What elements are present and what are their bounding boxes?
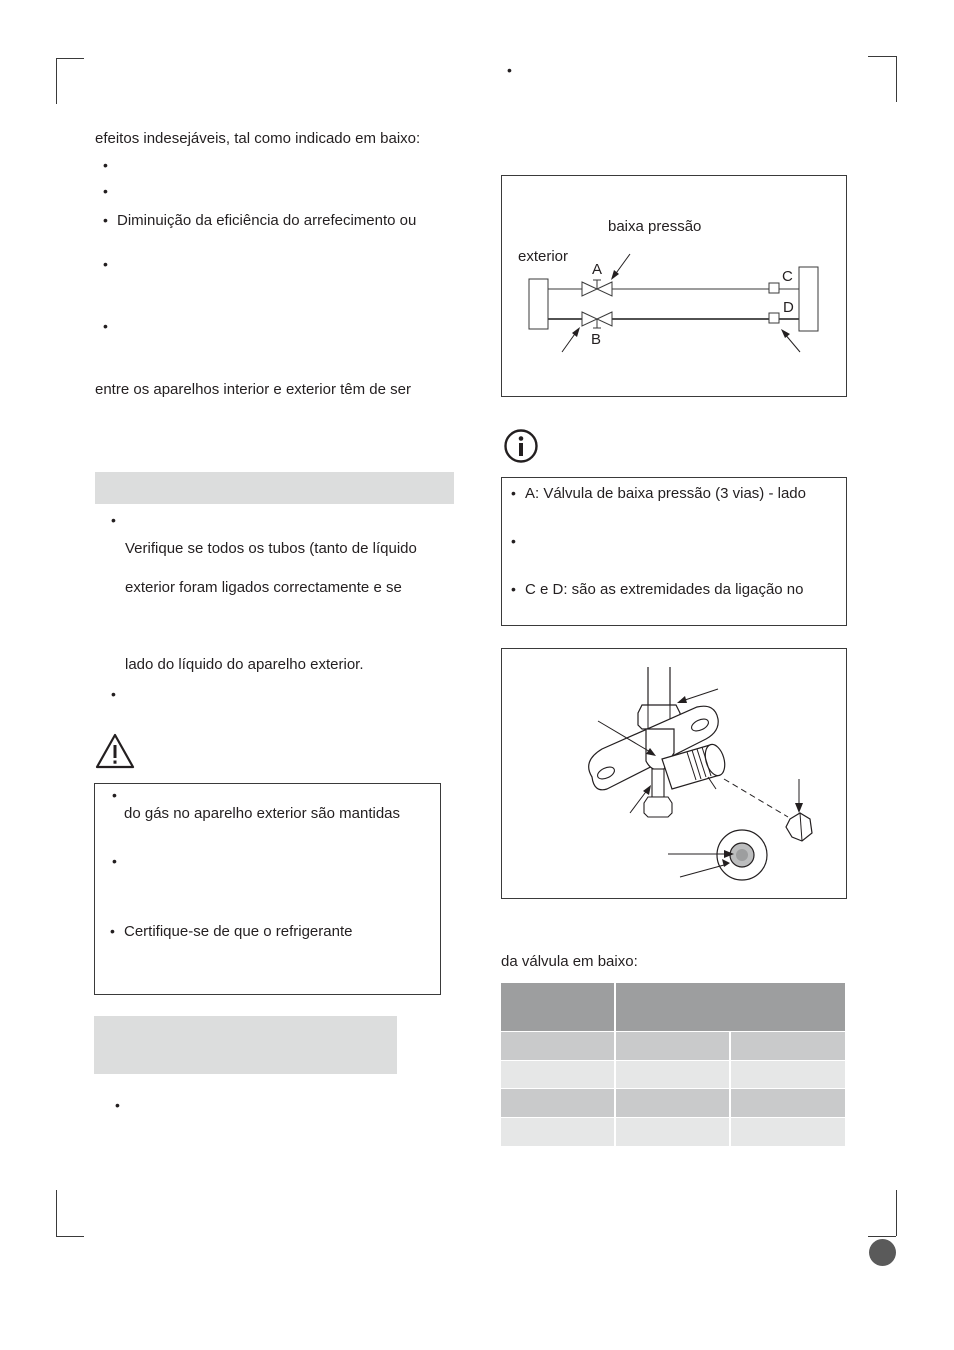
effect-item: Diminuição da eficiência do arrefecimento ou bbox=[117, 212, 417, 229]
table-cell bbox=[616, 1032, 729, 1060]
label-low-pressure: baixa pressão bbox=[608, 218, 702, 235]
caution-box bbox=[94, 783, 441, 995]
page-badge bbox=[869, 1239, 896, 1266]
section-header-bar bbox=[95, 472, 454, 504]
bullet-dot: • bbox=[511, 533, 516, 549]
bullet-dot: • bbox=[103, 183, 108, 199]
table-cell bbox=[501, 1089, 614, 1117]
bullet-dot: • bbox=[115, 1097, 120, 1113]
bullet-dot: • bbox=[111, 512, 116, 528]
crop-mark-top-right-h bbox=[868, 56, 896, 57]
label-exterior: exterior bbox=[518, 248, 569, 265]
note-item: A: Válvula de baixa pressão (3 vias) - lado bbox=[525, 485, 806, 502]
bullet-dot: • bbox=[511, 485, 516, 501]
bullet-dot: • bbox=[103, 256, 108, 272]
piping-diagram bbox=[502, 176, 846, 396]
table-cell bbox=[501, 1061, 614, 1088]
table-cell bbox=[616, 1118, 729, 1146]
bullet-dot: • bbox=[110, 923, 115, 939]
crop-mark-bottom-right-h bbox=[868, 1236, 896, 1237]
intro-text: efeitos indesejáveis, tal como indicado em baixo: bbox=[95, 130, 421, 147]
bullet-dot: • bbox=[507, 62, 512, 78]
table-cell bbox=[501, 1032, 614, 1060]
note-box bbox=[501, 477, 847, 626]
table-cell bbox=[731, 1089, 845, 1117]
table-cell bbox=[616, 1089, 729, 1117]
paragraph-text: entre os aparelhos interior e exterior têm de ser bbox=[95, 381, 411, 398]
crop-mark-top-left-v bbox=[56, 58, 57, 104]
section-header-bar-2 bbox=[94, 1016, 397, 1074]
valve-drawing bbox=[502, 649, 846, 898]
crop-mark-bottom-left-v bbox=[56, 1190, 57, 1236]
piping-diagram-box bbox=[501, 175, 847, 397]
table-cell bbox=[731, 1032, 845, 1060]
warning-triangle-icon bbox=[95, 733, 135, 769]
table-header-cell bbox=[616, 983, 845, 1031]
bullet-dot: • bbox=[103, 212, 108, 228]
bullet-dot: • bbox=[111, 686, 116, 702]
bullet-dot: • bbox=[103, 318, 108, 334]
table-cell bbox=[731, 1061, 845, 1088]
bullet-dot: • bbox=[103, 157, 108, 173]
bullet-dot: • bbox=[112, 787, 117, 803]
label-d: D bbox=[783, 299, 794, 316]
label-valve-b: B bbox=[591, 331, 602, 348]
note-item: C e D: são as extremidades da ligação no bbox=[525, 581, 804, 598]
label-c: C bbox=[782, 268, 793, 285]
label-valve-a: A bbox=[592, 261, 603, 278]
check-line: lado do líquido do aparelho exterior. bbox=[125, 656, 364, 673]
crop-mark-top-left-h bbox=[56, 58, 84, 59]
caution-line: do gás no aparelho exterior são mantidas bbox=[124, 805, 401, 822]
crop-mark-bottom-right-v bbox=[896, 1190, 897, 1236]
table-cell bbox=[731, 1118, 845, 1146]
bullet-dot: • bbox=[511, 581, 516, 597]
caution-line: Certifique-se de que o refrigerante bbox=[124, 923, 353, 940]
table-header-cell bbox=[501, 983, 614, 1031]
bullet-dot: • bbox=[112, 853, 117, 869]
check-line: Verifique se todos os tubos (tanto de líquido bbox=[125, 540, 417, 557]
valve-drawing-box bbox=[501, 648, 847, 899]
table-cell bbox=[501, 1118, 614, 1146]
table-cell bbox=[616, 1061, 729, 1088]
crop-mark-top-right-v bbox=[896, 56, 897, 102]
valve-text: da válvula em baixo: bbox=[501, 953, 638, 970]
check-line: exterior foram ligados correctamente e se bbox=[125, 579, 402, 596]
crop-mark-bottom-left-h bbox=[56, 1236, 84, 1237]
info-icon bbox=[503, 428, 539, 464]
